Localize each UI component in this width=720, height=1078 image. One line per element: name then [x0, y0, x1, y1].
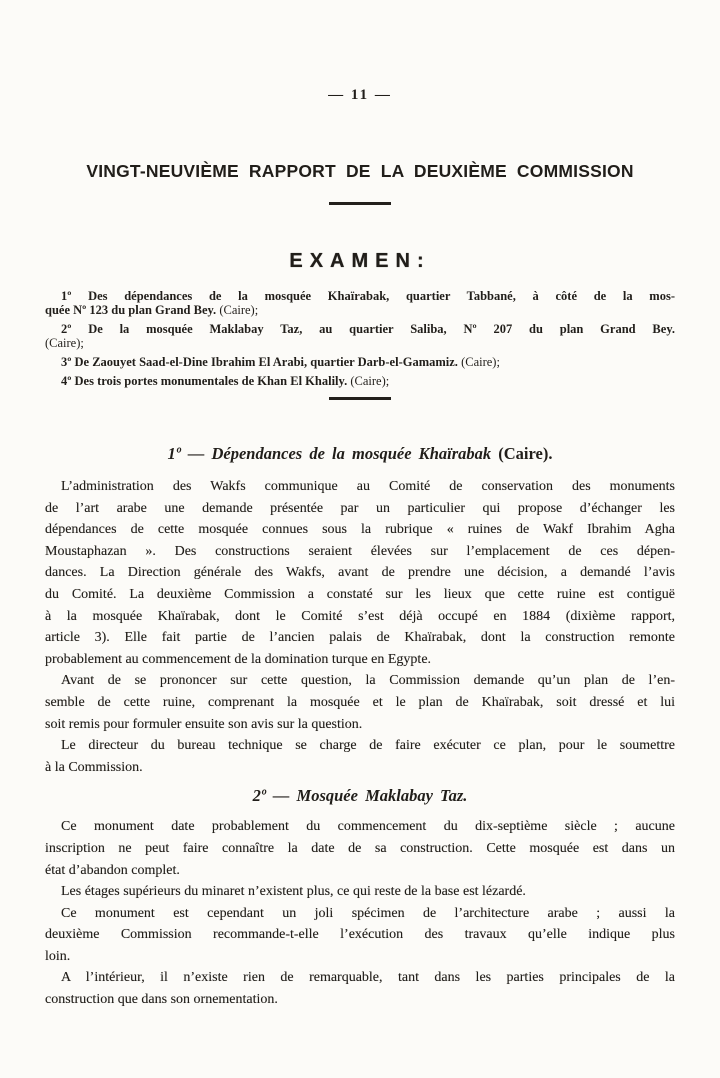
examen-item-list — [45, 289, 675, 388]
paragraph-1 — [45, 476, 675, 670]
section-1-heading-italic: 1º — Dépendances de la mosquée Khaïrabak — [167, 444, 492, 463]
text-line: Le directeur du bureau technique se charge de faire exécuter ce plan, pour le soumettre — [61, 738, 675, 754]
text-segment: (Caire); — [347, 374, 390, 388]
paragraph-3 — [45, 735, 675, 778]
paragraph-4 — [45, 816, 675, 881]
report-title: VINGT-NEUVIÈME RAPPORT DE LA DEUXIÈME COMMISSION — [86, 161, 634, 181]
text-line — [45, 303, 675, 317]
text-line: à la mosquée Khaïrabak, dont le Comité s’est déjà occupé en 1884 (dixième rapport, — [45, 608, 675, 624]
text-line: du Comité. La deuxième Commission a constaté sur les lieux que cette ruine est contiguë — [45, 586, 675, 602]
text-line: dances. La Direction générale des Wakfs, avant de prendre une décision, a demandé l’avis — [45, 565, 675, 581]
text-line: inscription ne peut faire connaître la date de sa construction. Cette mosquée est dans un — [45, 840, 675, 856]
paragraph-6 — [45, 903, 675, 968]
paragraph-7 — [45, 967, 675, 1010]
text-line: construction que dans son ornementation. — [45, 992, 278, 1008]
divider-rule-middle — [329, 397, 391, 400]
text-line: Ce monument date probablement du commencement du dix-septième siècle ; aucune — [61, 819, 675, 835]
examen-item-2 — [45, 322, 675, 350]
text-line: dépendances de cette mosquée connues sous la rubrique « ruines de Wakf Ibrahim Agha — [45, 522, 675, 538]
text-segment: 4º Des trois portes monumentales de Khan El Khalily. — [61, 374, 348, 388]
section-maklabay-taz — [45, 786, 675, 1010]
text-line: à la Commission. — [45, 759, 143, 775]
text-segment: 2º De la mosquée Maklabay Taz, au quartier Saliba, Nº 207 du plan Grand Bey. — [61, 322, 675, 336]
text-line — [45, 355, 675, 369]
examen-item-3 — [45, 355, 675, 369]
text-line: deuxième Commission recommande-t-elle l’exécution des travaux qu’elle indique plus — [45, 927, 675, 943]
section-1-heading — [45, 444, 675, 464]
text-line: Ce monument est cependant un joli spécimen de l’architecture arabe ; aussi la — [61, 905, 675, 921]
paragraph-5 — [45, 881, 675, 903]
text-segment: (Caire); — [216, 303, 259, 317]
examen-item-4 — [45, 374, 675, 388]
text-line — [45, 289, 675, 303]
paragraph-2 — [45, 670, 675, 735]
text-line: L’administration des Wakfs communique au Comité de conservation des monuments — [61, 479, 675, 494]
text-line: probablement au commencement de la domination turque en Egypte. — [45, 651, 432, 667]
examen-heading: EXAMEN: — [289, 250, 431, 272]
section-2-heading — [45, 786, 675, 806]
text-line: article 3). Elle fait partie de l’ancien palais de Khaïrabak, dont la construction remonte — [45, 630, 675, 646]
text-line: Les étages supérieurs du minaret n’existent plus, ce qui reste de la base est lézardé. — [61, 884, 526, 900]
text-line: soit remis pour formuler ensuite son avis sur la question. — [45, 716, 363, 732]
text-line — [45, 374, 675, 388]
text-line: état d’abandon complet. — [45, 862, 180, 878]
text-segment: (Caire); — [457, 355, 500, 369]
divider-rule-top — [329, 202, 391, 205]
text-line: de l’art arabe une demande présentée par un particulier qui propose d’échanger les — [45, 500, 675, 516]
text-segment: quée Nº 123 du plan Grand Bey. — [45, 303, 217, 317]
text-line: semble de cette ruine, comprenant la mosquée et le plan de Khaïrabak, soit dressé et lui — [45, 694, 675, 710]
page-number: — 11 — — [328, 87, 392, 103]
text-line: A l’intérieur, il n’existe rien de remarquable, tant dans les parties principales de la — [61, 970, 675, 986]
section-2-heading-italic: 2º — Mosquée Maklabay Taz. — [252, 786, 468, 806]
text-line: Moustaphazan ». Des constructions seraient élevées sur l’emplacement de ces dépen- — [45, 543, 675, 559]
text-line — [45, 336, 675, 350]
examen-item-1 — [45, 289, 675, 317]
section-1-heading-roman: (Caire). — [491, 444, 553, 463]
text-line: loin. — [45, 948, 71, 964]
text-line — [45, 322, 675, 336]
text-segment: 3º De Zaouyet Saad-el-Dine Ibrahim El Arabi, quartier Darb-el-Gamamiz. — [61, 355, 458, 369]
text-segment: 1º Des dépendances de la mosquée Khaïrabak, quartier Tabbané, à côté de la mos- — [61, 289, 675, 303]
text-line: Avant de se prononcer sur cette question, la Commission demande qu’un plan de l’en- — [61, 673, 675, 689]
section-khairabak — [45, 444, 675, 778]
text-segment: (Caire); — [45, 336, 84, 350]
